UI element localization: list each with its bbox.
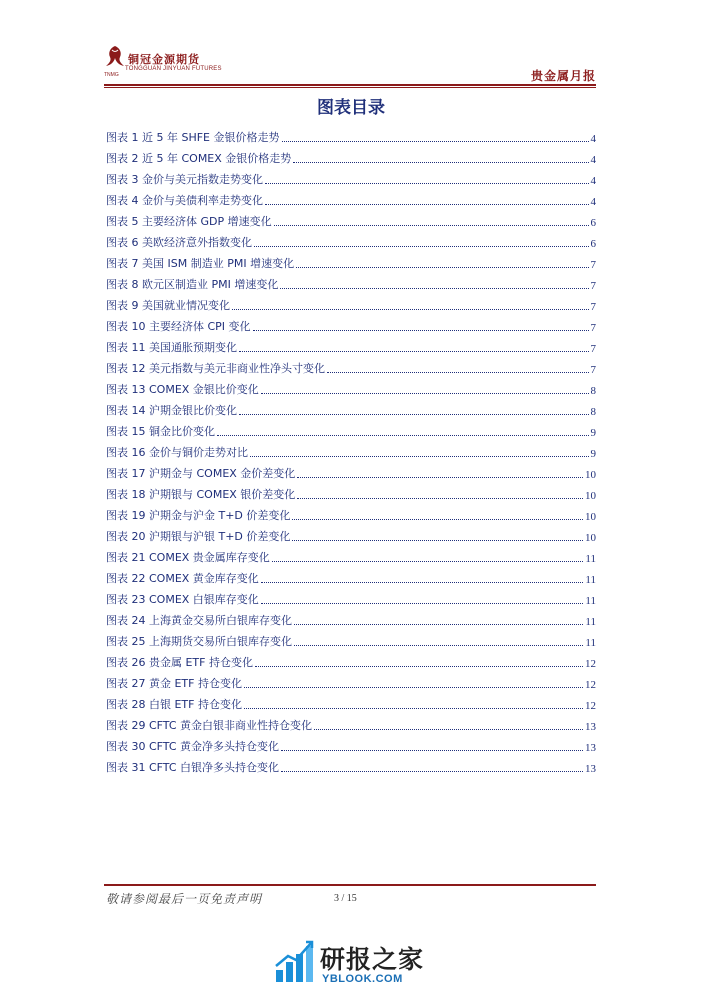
toc-entry[interactable]	[106, 607, 596, 628]
toc-dot-leader	[265, 203, 589, 205]
toc-entry-label[interactable]: 图表 12 美元指数与美元非商业性净头寸变化	[106, 362, 325, 375]
toc-dot-leader	[314, 728, 583, 730]
toc-entry-label[interactable]: 图表 16 金价与铜价走势对比	[106, 446, 248, 459]
toc-dot-leader	[244, 707, 583, 709]
toc-entry-page: 7	[590, 301, 596, 313]
toc-dot-leader	[253, 329, 589, 331]
toc-dot-leader	[327, 371, 589, 373]
toc-entry-page: 6	[590, 238, 596, 250]
toc-entry-page: 6	[590, 217, 596, 229]
toc-entry[interactable]	[106, 229, 596, 250]
toc-entry[interactable]	[106, 670, 596, 691]
toc-entry[interactable]	[106, 124, 596, 145]
toc-entry[interactable]	[106, 187, 596, 208]
page-indicator: 3 / 15	[334, 893, 357, 904]
toc-entry-label[interactable]: 图表 18 沪期银与 COMEX 银价差变化	[106, 488, 296, 501]
toc-entry-label[interactable]: 图表 4 金价与美债利率走势变化	[106, 194, 263, 207]
toc-entry[interactable]	[106, 628, 596, 649]
bar-chart-logo-icon	[274, 940, 316, 984]
toc-dot-leader	[274, 224, 589, 226]
toc-entry-page: 8	[590, 406, 596, 418]
toc-entry-label[interactable]: 图表 13 COMEX 金银比价变化	[106, 383, 259, 396]
toc-entry-label[interactable]: 图表 27 黄金 ETF 持仓变化	[106, 677, 242, 690]
toc-entry[interactable]	[106, 523, 596, 544]
toc-entry-page: 12	[585, 679, 596, 691]
toc-entry-label[interactable]: 图表 10 主要经济体 CPI 变化	[106, 320, 251, 333]
toc-dot-leader	[232, 308, 589, 310]
toc-dot-leader	[294, 644, 583, 646]
footer-disclaimer: 敬请参阅最后一页免责声明	[106, 892, 263, 906]
toc-entry-label[interactable]: 图表 8 欧元区制造业 PMI 增速变化	[106, 278, 279, 291]
toc-entry-label[interactable]: 图表 9 美国就业情况变化	[106, 299, 230, 312]
toc-entry-label[interactable]: 图表 20 沪期银与沪银 T+D 价差变化	[106, 530, 291, 543]
toc-entry-label[interactable]: 图表 31 CFTC 白银净多头持仓变化	[106, 761, 280, 774]
toc-entry[interactable]	[106, 691, 596, 712]
toc-entry-label[interactable]: 图表 17 沪期金与 COMEX 金价差变化	[106, 467, 296, 480]
toc-entry[interactable]	[106, 649, 596, 670]
toc-entry-page: 10	[585, 469, 596, 481]
toc-title: 图表目录	[317, 98, 385, 118]
toc-entry[interactable]	[106, 754, 596, 775]
toc-entry-page: 12	[585, 658, 596, 670]
report-title: 贵金属月报	[530, 69, 596, 83]
toc-dot-leader	[292, 518, 583, 520]
toc-dot-leader	[217, 434, 589, 436]
toc-entry[interactable]	[106, 460, 596, 481]
toc-entry-label[interactable]: 图表 2 近 5 年 COMEX 金银价格走势	[106, 152, 292, 165]
toc-entry-label[interactable]: 图表 14 沪期金银比价变化	[106, 404, 237, 417]
toc-entry[interactable]	[106, 481, 596, 502]
toc-entry[interactable]	[106, 313, 596, 334]
company-name-en: TONGGUAN JINYUAN FUTURES	[125, 66, 222, 72]
toc-dot-leader	[297, 476, 583, 478]
toc-entry-page: 4	[590, 196, 596, 208]
watermark-text-cn: 研报之家	[320, 945, 425, 974]
toc-dot-leader	[261, 581, 584, 583]
header-divider	[104, 84, 596, 86]
toc-entry-page: 13	[585, 721, 596, 733]
toc-entry-page: 10	[585, 532, 596, 544]
toc-entry-label[interactable]: 图表 30 CFTC 黄金净多头持仓变化	[106, 740, 280, 753]
toc-entry-page: 7	[590, 259, 596, 271]
toc-entry[interactable]	[106, 292, 596, 313]
toc-entry-label[interactable]: 图表 22 COMEX 黄金库存变化	[106, 572, 259, 585]
toc-dot-leader	[254, 245, 589, 247]
toc-entry-page: 11	[585, 616, 596, 628]
toc-dot-leader	[250, 455, 589, 457]
footer-divider	[104, 884, 596, 886]
header-divider-thin	[104, 87, 596, 88]
toc-entry-page: 7	[590, 343, 596, 355]
toc-entry-page: 4	[590, 133, 596, 145]
toc-dot-leader	[280, 287, 588, 289]
toc-dot-leader	[281, 749, 583, 751]
toc-entry[interactable]	[106, 439, 596, 460]
toc-entry-label[interactable]: 图表 23 COMEX 白银库存变化	[106, 593, 259, 606]
watermark-text-en: YBLOOK.COM	[322, 973, 403, 985]
toc-entry-label[interactable]: 图表 15 铜金比价变化	[106, 425, 215, 438]
toc-entry-label[interactable]: 图表 24 上海黄金交易所白银库存变化	[106, 614, 292, 627]
toc-entry[interactable]	[106, 376, 596, 397]
toc-entry[interactable]	[106, 355, 596, 376]
toc-entry-page: 8	[590, 385, 596, 397]
toc-entry-label[interactable]: 图表 26 贵金属 ETF 持仓变化	[106, 656, 253, 669]
toc-entry[interactable]	[106, 250, 596, 271]
toc-entry-page: 12	[585, 700, 596, 712]
toc-entry-page: 9	[590, 427, 596, 439]
toc-entry-page: 13	[585, 763, 596, 775]
toc-entry-label[interactable]: 图表 11 美国通胀预期变化	[106, 341, 237, 354]
toc-dot-leader	[272, 560, 584, 562]
toc-entry-label[interactable]: 图表 21 COMEX 贵金属库存变化	[106, 551, 270, 564]
toc-dot-leader	[292, 539, 583, 541]
toc-entry-label[interactable]: 图表 19 沪期金与沪金 T+D 价差变化	[106, 509, 291, 522]
toc-entry-label[interactable]: 图表 3 金价与美元指数走势变化	[106, 173, 263, 186]
toc-entry[interactable]	[106, 502, 596, 523]
toc-entry-label[interactable]: 图表 1 近 5 年 SHFE 金银价格走势	[106, 131, 280, 144]
toc-entry-label[interactable]: 图表 25 上海期货交易所白银库存变化	[106, 635, 292, 648]
toc-entry[interactable]	[106, 586, 596, 607]
toc-dot-leader	[297, 497, 583, 499]
toc-entry[interactable]	[106, 334, 596, 355]
toc-entry-page: 11	[585, 553, 596, 565]
toc-entry-page: 10	[585, 490, 596, 502]
toc-dot-leader	[294, 623, 583, 625]
toc-entry-page: 11	[585, 637, 596, 649]
toc-entry-label[interactable]: 图表 28 白银 ETF 持仓变化	[106, 698, 242, 711]
toc-entry-page: 7	[590, 322, 596, 334]
toc-entry-page: 4	[590, 175, 596, 187]
toc-dot-leader	[239, 413, 589, 415]
toc-entry[interactable]	[106, 271, 596, 292]
toc-dot-leader	[296, 266, 588, 268]
page-header	[0, 0, 702, 90]
toc-entry-page: 7	[590, 280, 596, 292]
watermark	[274, 940, 434, 990]
toc-entry[interactable]	[106, 418, 596, 439]
toc-dot-leader	[261, 392, 589, 394]
toc-entry-page: 4	[590, 154, 596, 166]
toc-entry[interactable]	[106, 166, 596, 187]
table-of-figures	[106, 124, 596, 775]
toc-dot-leader	[281, 770, 583, 772]
toc-entry-page: 7	[590, 364, 596, 376]
toc-dot-leader	[239, 350, 589, 352]
toc-entry-page: 11	[585, 574, 596, 586]
toc-entry[interactable]	[106, 565, 596, 586]
toc-entry[interactable]	[106, 712, 596, 733]
toc-entry[interactable]	[106, 145, 596, 166]
toc-entry[interactable]	[106, 733, 596, 754]
company-logo-icon	[104, 44, 126, 70]
toc-entry-page: 10	[585, 511, 596, 523]
toc-entry-page: 11	[585, 595, 596, 607]
toc-entry-label[interactable]: 图表 5 主要经济体 GDP 增速变化	[106, 215, 272, 228]
toc-dot-leader	[265, 182, 589, 184]
toc-dot-leader	[244, 686, 583, 688]
toc-entry-page: 9	[590, 448, 596, 460]
toc-entry[interactable]	[106, 397, 596, 418]
toc-dot-leader	[293, 161, 588, 163]
company-abbr: TNMG	[104, 72, 119, 78]
toc-dot-leader	[261, 602, 584, 604]
toc-entry-label[interactable]: 图表 29 CFTC 黄金白银非商业性持仓变化	[106, 719, 313, 732]
toc-dot-leader	[255, 665, 583, 667]
toc-entry[interactable]	[106, 208, 596, 229]
toc-entry[interactable]	[106, 544, 596, 565]
company-name-cn: 铜冠金源期货	[128, 54, 200, 66]
toc-dot-leader	[282, 140, 589, 142]
toc-entry-label[interactable]: 图表 6 美欧经济意外指数变化	[106, 236, 252, 249]
toc-entry-label[interactable]: 图表 7 美国 ISM 制造业 PMI 增速变化	[106, 257, 295, 270]
toc-entry-page: 13	[585, 742, 596, 754]
